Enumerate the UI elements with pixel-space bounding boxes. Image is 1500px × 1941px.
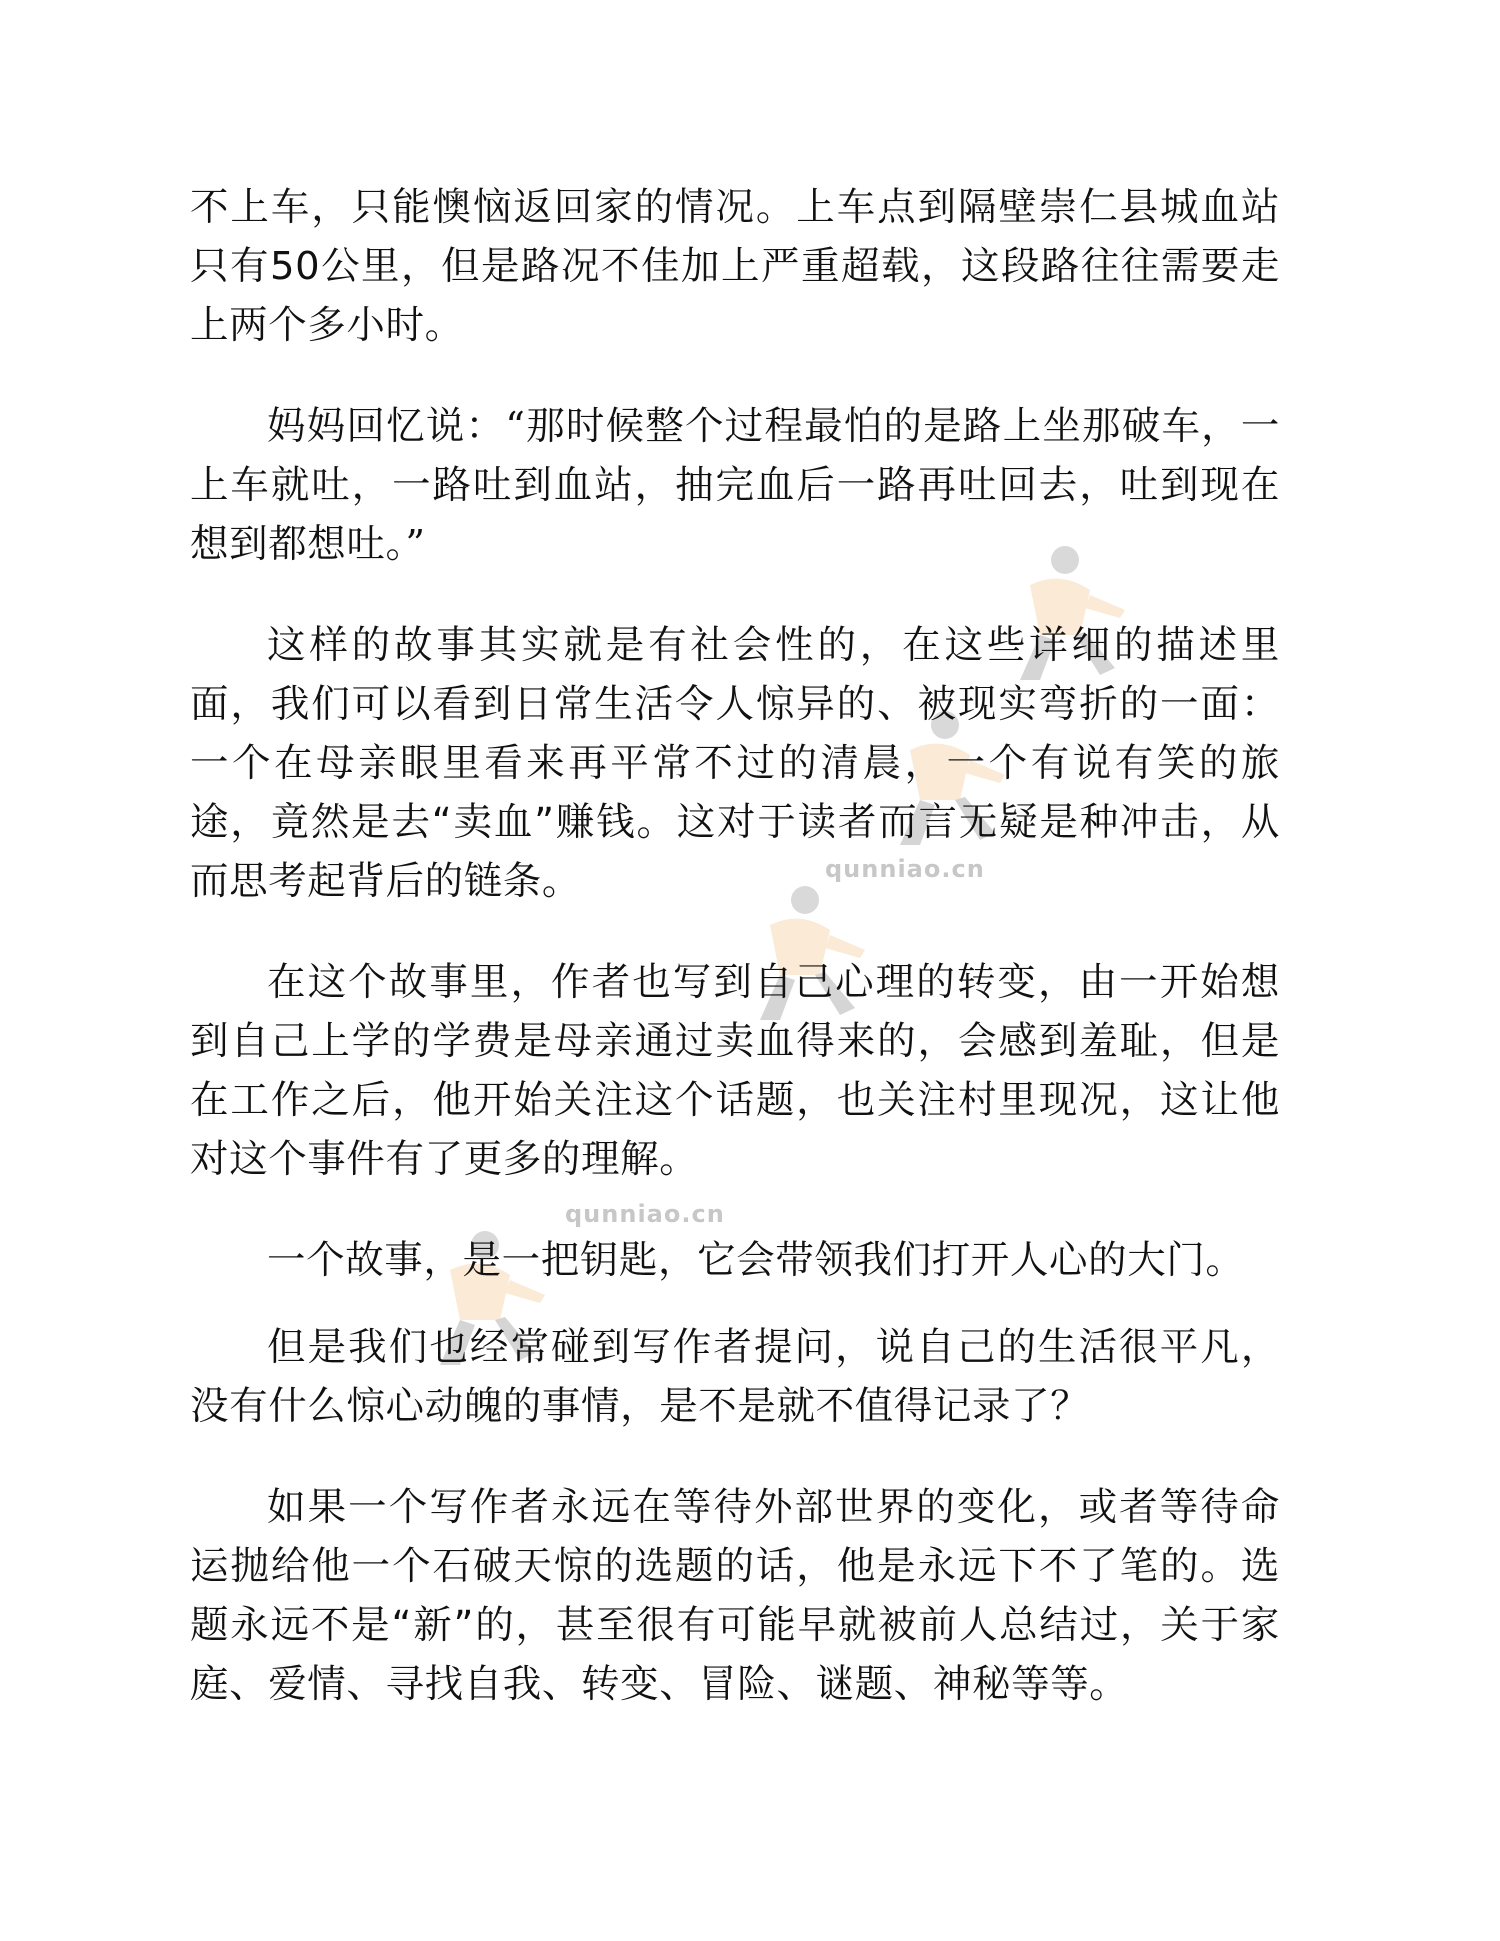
paragraph-5: 一个故事，是一把钥匙，它会带领我们打开人心的大门。 bbox=[267, 1238, 1245, 1283]
paragraph-4: 在这个故事里，作者也写到自己心理的转变，由一开始想到自己上学的学费是母亲通过卖血得来的，会感到羞耻，但是在工作之后，他开始关注这个话题，也关注村里现况，这让他对这个事件有了更多的理解。 bbox=[190, 960, 1280, 1182]
paragraph-6: 但是我们也经常碰到写作者提问，说自己的生活很平凡，没有什么惊心动魄的事情，是不是就不值得记录了？ bbox=[190, 1325, 1280, 1429]
document-body bbox=[190, 178, 1280, 1756]
watermark-text: qunniao.cn bbox=[825, 855, 985, 883]
paragraph-3: 这样的故事其实就是有社会性的，在这些详细的描述里面，我们可以看到日常生活令人惊异的、被现实弯折的一面：一个在母亲眼里看来再平常不过的清晨，一个有说有笑的旅途，竟然是去“卖血”赚钱。这对于读者而言无疑是种冲击，从而思考起背后的链条。 bbox=[190, 623, 1280, 904]
paragraph-1: 不上车，只能懊恼返回家的情况。上车点到隔壁崇仁县城血站只有50公里，但是路况不佳加上严重超载，这段路往往需要走上两个多小时。 bbox=[190, 185, 1280, 348]
paragraph-7: 如果一个写作者永远在等待外部世界的变化，或者等待命运抛给他一个石破天惊的选题的话，他是永远下不了笔的。选题永远不是“新”的，甚至很有可能早就被前人总结过，关于家庭、爱情、寻找自我、转变、冒险、谜题、神秘等等。 bbox=[190, 1485, 1280, 1707]
paragraph-2: 妈妈回忆说：“那时候整个过程最怕的是路上坐那破车，一上车就吐，一路吐到血站，抽完血后一路再吐回去，吐到现在想到都想吐。” bbox=[190, 404, 1280, 567]
watermark-text: qunniao.cn bbox=[565, 1200, 725, 1228]
